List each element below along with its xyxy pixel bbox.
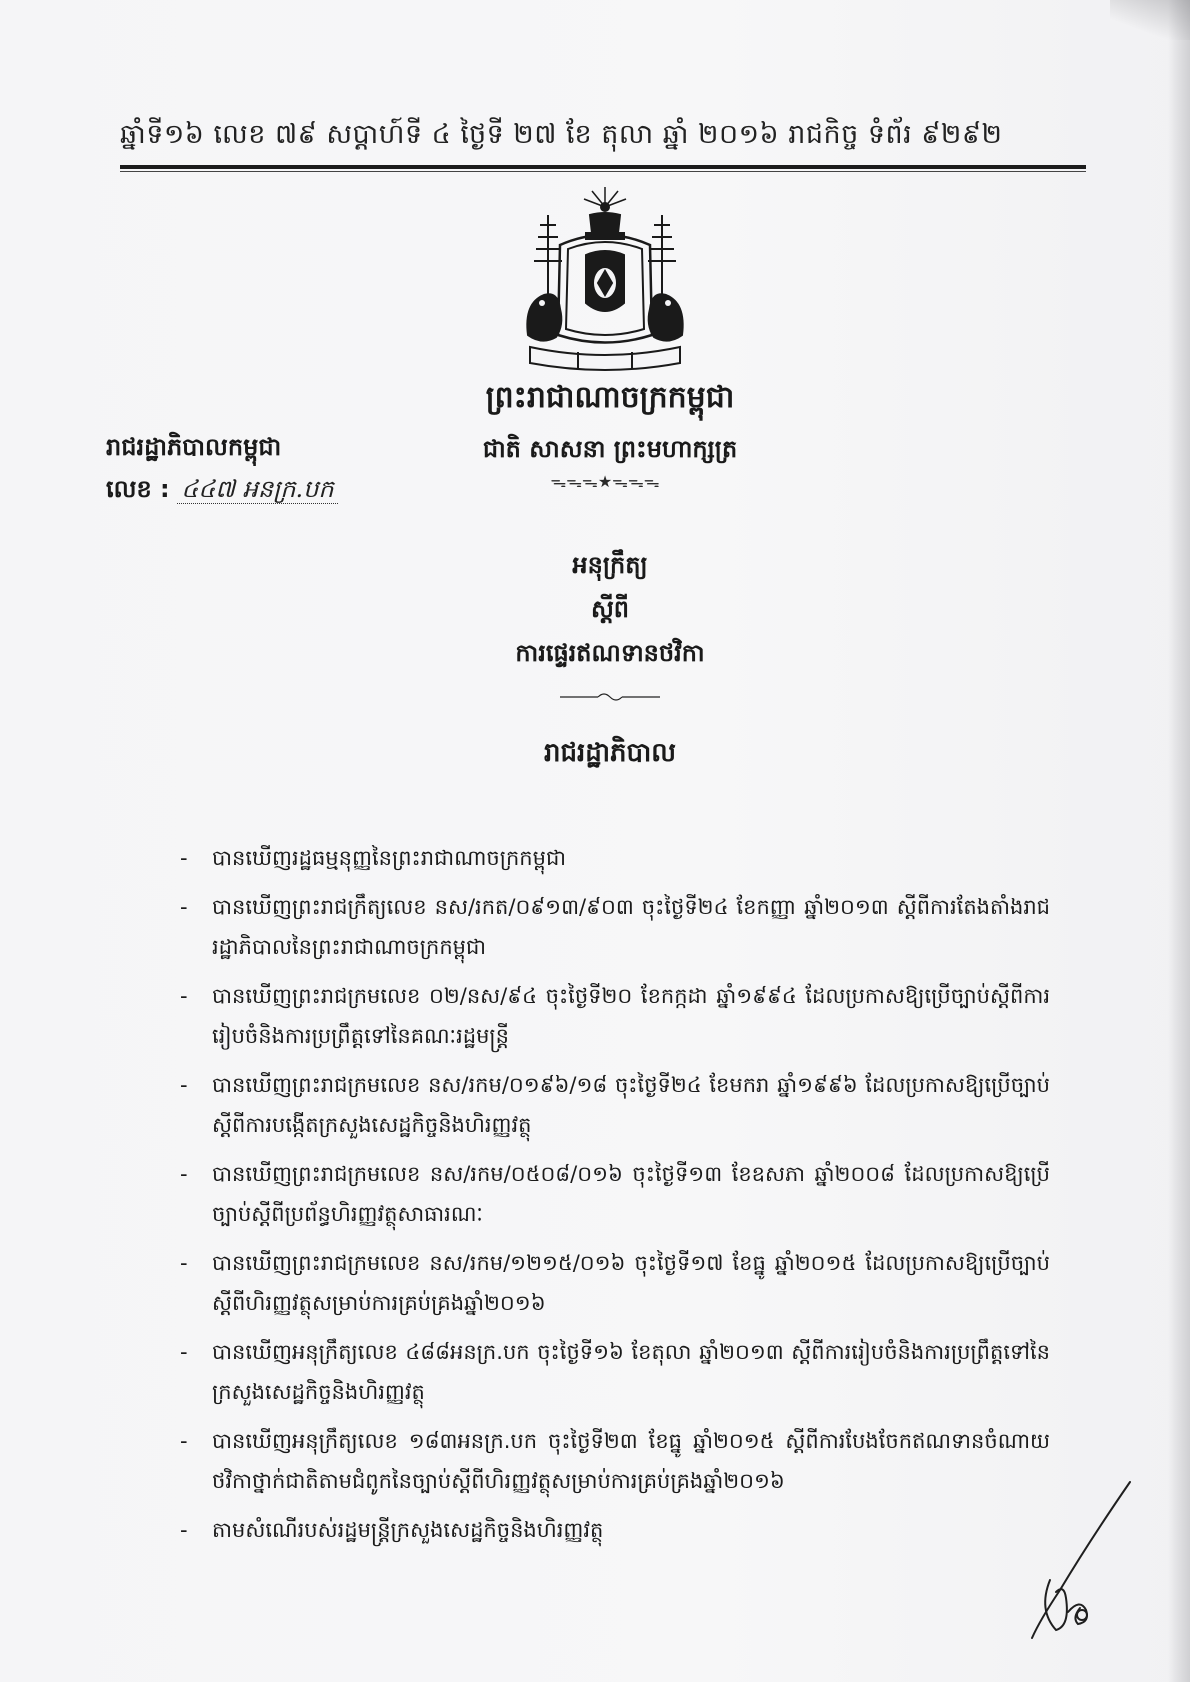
- list-marker: -: [180, 1518, 188, 1542]
- list-marker: -: [180, 984, 188, 1008]
- consideration-text: បានឃើញព្រះរាជក្រមលេខ នស/រកម/១២១៥/០១៦ ចុះថ្ងៃទី១៧ ខែធ្នូ ឆ្នាំ២០១៥ ដែលប្រកាសឱ្យប្រើច្បាប់ស្តីពីហិរញ្ញវត្ថុសម្រាប់ការគ្រប់គ្រងឆ្នាំ២០១៦: [212, 1251, 1050, 1315]
- consideration-text: បានឃើញអនុក្រឹត្យលេខ ១៨៣អនក្រ.បក ចុះថ្ងៃទី២៣ ខែធ្នូ ឆ្នាំ២០១៥ ស្តីពីការបែងចែកឥណទានចំណាយថវិកាថ្នាក់ជាតិតាមជំពូកនៃច្បាប់ស្តីពីហិរញ្ញវត្ថុសម្រាប់ការគ្រប់គ្រងឆ្នាំ២០១៦: [212, 1429, 1050, 1493]
- gazette-header: ឆ្នាំទី១៦ លេខ ៧៩ សប្តាហ៍ទី ៤ ថ្ងៃទី ២៧ ខែ តុលា ឆ្នាំ ២០១៦ រាជកិច្ច ទំព័រ ៩២៩២: [120, 119, 1003, 150]
- concerning-label: ស្តីពី: [590, 595, 630, 623]
- consideration-text: បានឃើញរដ្ឋធម្មនុញ្ញនៃព្រះរាជាណាចក្រកម្ពុជា: [212, 846, 566, 870]
- list-marker: -: [180, 1429, 188, 1453]
- issuing-government: រាជរដ្ឋាភិបាលកម្ពុជា: [106, 433, 282, 461]
- list-item: [180, 1421, 1050, 1501]
- list-item: [180, 1243, 1050, 1323]
- decree-number-label: លេខ :: [106, 475, 170, 503]
- list-marker: -: [180, 1162, 188, 1186]
- list-marker: -: [180, 1340, 188, 1364]
- scan-shadow-corner: [1110, 0, 1190, 40]
- handwritten-initial-icon: [1020, 1480, 1140, 1640]
- list-item: [180, 1332, 1050, 1412]
- consideration-text: បានឃើញព្រះរាជក្រមលេខ ០២/នស/៩៤ ចុះថ្ងៃទី២០ ខែកក្កដា ឆ្នាំ១៩៩៤ ដែលប្រកាសឱ្យប្រើច្បាប់ស្តីពីការរៀបចំនិងការប្រព្រឹត្តទៅនៃគណៈរដ្ឋមន្ត្រី: [212, 984, 1050, 1048]
- list-item: [180, 1065, 1050, 1145]
- list-marker: -: [180, 895, 188, 919]
- list-item: [180, 838, 1050, 878]
- royal-coat-of-arms-icon: [520, 185, 690, 375]
- national-motto: ជាតិ សាសនា ព្រះមហាក្សត្រ: [482, 435, 738, 463]
- consideration-text: បានឃើញព្រះរាជក្រឹត្យលេខ នស/រកត/០៩១៣/៩០៣ ចុះថ្ងៃទី២៤ ខែកញ្ញា ឆ្នាំ២០១៣ ស្តីពីការតែងតាំងរាជរដ្ឋាភិបាលនៃព្រះរាជាណាចក្រកម្ពុជា: [212, 895, 1050, 959]
- decree-number: [106, 474, 338, 509]
- header-rule: [120, 165, 1086, 169]
- consideration-text: បានឃើញព្រះរាជក្រមលេខ នស/រកម/០៥០៨/០១៦ ចុះថ្ងៃទី១៣ ខែឧសភា ឆ្នាំ២០០៨ ដែលប្រកាសឱ្យប្រើច្បាប់ស្តីពីប្រព័ន្ធហិរញ្ញវត្ថុសាធារណៈ: [212, 1162, 1050, 1226]
- header-rule-thin: [120, 171, 1086, 172]
- list-item: [180, 1510, 1050, 1550]
- motto-ornament: ᯓᯓᯓ★ᯓᯓᯓ: [550, 472, 660, 491]
- title-flourish-divider: [560, 690, 660, 704]
- list-item: [180, 1154, 1050, 1234]
- list-marker: -: [180, 846, 188, 870]
- list-marker: -: [180, 1251, 188, 1275]
- consideration-text: បានឃើញអនុក្រឹត្យលេខ ៤៨៨អនក្រ.បក ចុះថ្ងៃទី១៦ ខែតុលា ឆ្នាំ២០១៣ ស្តីពីការរៀបចំនិងការប្រព្រឹត្តទៅនៃក្រសួងសេដ្ឋកិច្ចនិងហិរញ្ញវត្ថុ: [212, 1340, 1050, 1404]
- consideration-text: តាមសំណើរបស់រដ្ឋមន្ត្រីក្រសួងសេដ្ឋកិច្ចនិងហិរញ្ញវត្ថុ: [212, 1518, 604, 1542]
- consideration-text: បានឃើញព្រះរាជក្រមលេខ នស/រកម/០១៩៦/១៨ ចុះថ្ងៃទី២៤ ខែមករា ឆ្នាំ១៩៩៦ ដែលប្រកាសឱ្យប្រើច្បាប់ស្តីពីការបង្កើតក្រសួងសេដ្ឋកិច្ចនិងហិរញ្ញវត្ថុ: [212, 1073, 1050, 1137]
- decree-number-value: ៤៤៧ អនក្រ.បក: [177, 475, 337, 504]
- scan-shadow-edge: [1168, 0, 1190, 1682]
- list-item: [180, 887, 1050, 967]
- kingdom-name: ព្រះរាជាណាចក្រកម្ពុជា: [485, 380, 735, 415]
- considerations-list: [180, 838, 1050, 1559]
- list-marker: -: [180, 1073, 188, 1097]
- document-type: អនុក្រឹត្យ: [572, 551, 648, 579]
- issuing-authority: រាជរដ្ឋាភិបាល: [543, 738, 677, 768]
- list-item: [180, 976, 1050, 1056]
- document-subject: ការផ្ទេរឥណទានថវិកា: [515, 639, 705, 667]
